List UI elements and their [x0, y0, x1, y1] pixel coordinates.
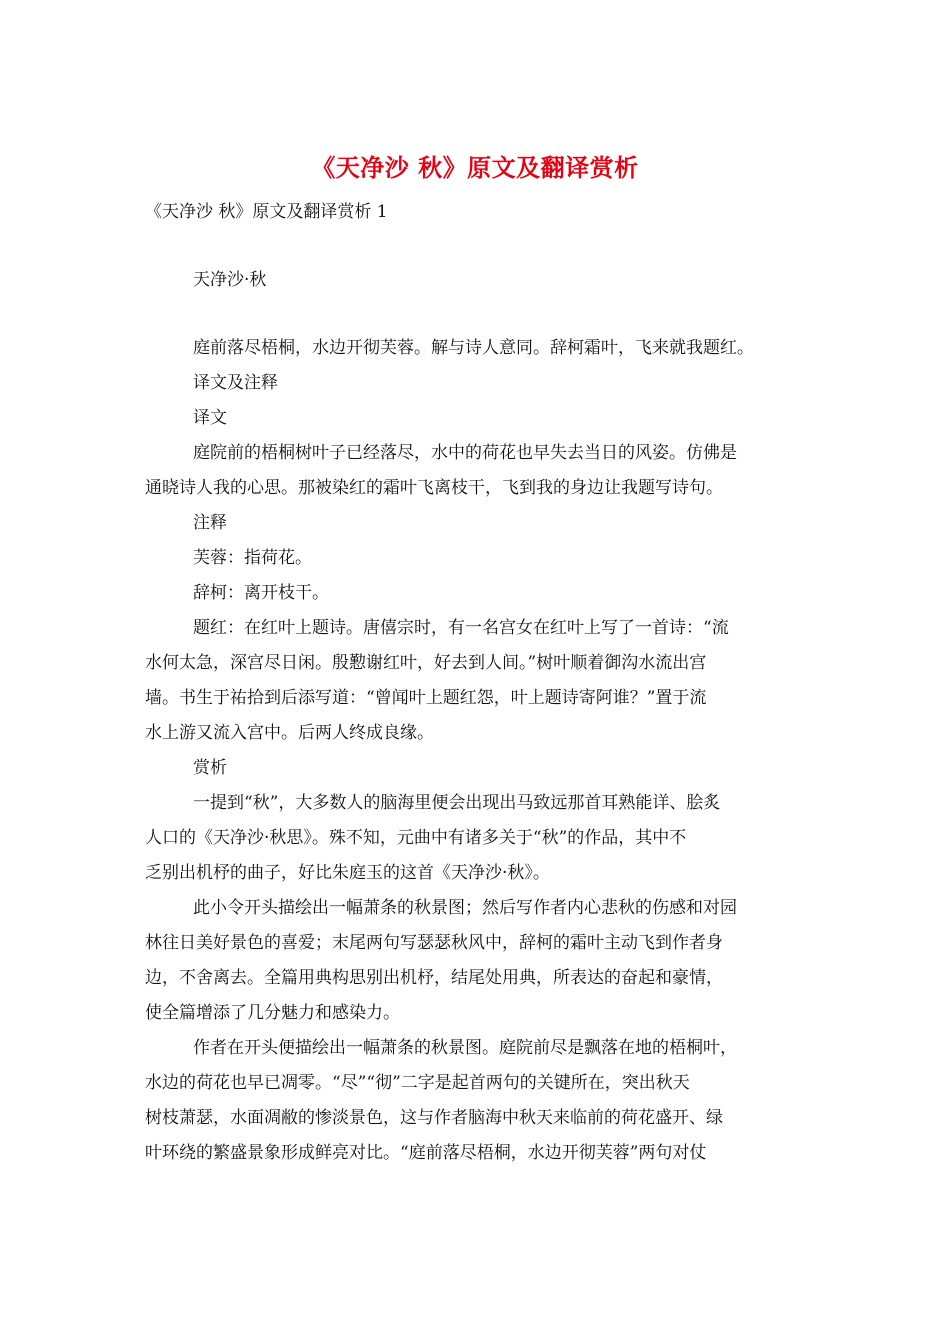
- note-line: 水何太急，深宫尽日闲。殷懃谢红叶，好去到人间。”树叶顺着御沟水流出宫: [145, 653, 707, 673]
- paragraph-line: 作者在开头便描绘出一幅萧条的秋景图。庭院前尽是飘落在地的梧桐叶，: [193, 1038, 737, 1058]
- paragraph-line: 通晓诗人我的心思。那被染红的霜叶飞离枝干，飞到我的身边让我题写诗句。: [145, 478, 723, 498]
- note-line: 题红：在红叶上题诗。唐僖宗时，有一名宫女在红叶上写了一首诗：“流: [193, 618, 729, 638]
- paragraph-line: 庭院前的梧桐树叶子已经落尽，水中的荷花也早失去当日的风姿。仿佛是: [193, 443, 737, 463]
- note-line: 芙蓉：指荷花。: [193, 548, 312, 568]
- paragraph-line: 一提到“秋”，大多数人的脑海里便会出现出马致远那首耳熟能详、脍炙: [193, 793, 721, 813]
- paragraph-line: 叶环绕的繁盛景象形成鲜亮对比。“庭前落尽梧桐，水边开彻芙蓉”两句对仗: [145, 1143, 707, 1163]
- paragraph-line: 树枝萧瑟，水面凋敝的惨淡景色，这与作者脑海中秋天来临前的荷花盛开、绿: [145, 1108, 723, 1128]
- section-heading-appreciation: 赏析: [193, 758, 227, 778]
- paragraph-line: 林往日美好景色的喜爱；末尾两句写瑟瑟秋风中，辞柯的霜叶主动飞到作者身: [145, 933, 723, 953]
- poem-text: 庭前落尽梧桐，水边开彻芙蓉。解与诗人意同。辞柯霜叶，飞来就我题红。: [193, 338, 754, 358]
- section-heading-translation: 译文: [193, 408, 227, 428]
- poem-title: 天净沙·秋: [193, 270, 267, 290]
- note-line: 辞柯：离开枝干。: [193, 583, 329, 603]
- paragraph-line: 水边的荷花也早已凋零。“尽”“彻”二字是起首两句的关键所在，突出秋天: [145, 1073, 690, 1093]
- paragraph-line: 乏别出机杼的曲子，好比朱庭玉的这首《天净沙·秋》。: [145, 863, 550, 883]
- section-heading-translation-notes: 译文及注释: [193, 373, 278, 393]
- section-heading-notes: 注释: [193, 513, 227, 533]
- note-line: 水上游又流入宫中。后两人终成良缘。: [145, 723, 434, 743]
- document-title: 《天净沙 秋》原文及翻译赏析: [311, 153, 639, 182]
- paragraph-line: 人口的《天净沙·秋思》。殊不知，元曲中有诸多关于“秋”的作品，其中不: [145, 828, 687, 848]
- paragraph-line: 此小令开头描绘出一幅萧条的秋景图；然后写作者内心悲秋的伤感和对园: [193, 898, 737, 918]
- paragraph-line: 使全篇增添了几分魅力和感染力。: [145, 1003, 400, 1023]
- note-line: 墙。书生于祐拾到后添写道：“曾闻叶上题红怨，叶上题诗寄阿谁？”置于流: [145, 688, 707, 708]
- document-subtitle: 《天净沙 秋》原文及翻译赏析 1: [145, 202, 388, 222]
- paragraph-line: 边，不舍离去。全篇用典构思别出机杼，结尾处用典，所表达的奋起和豪情，: [145, 968, 723, 988]
